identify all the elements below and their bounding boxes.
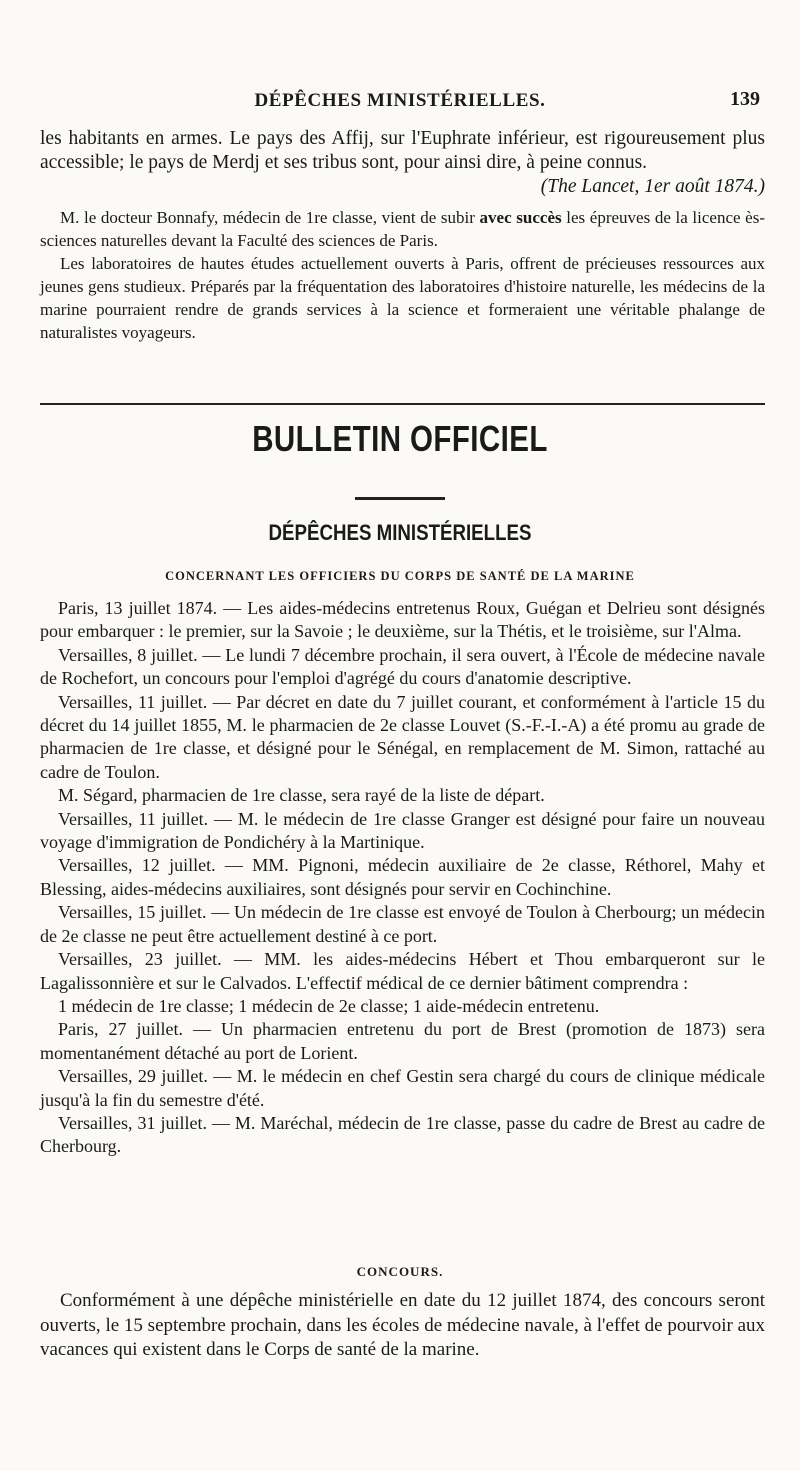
dispatch-entry: Versailles, 11 juillet. — Par décret en date du 7 juillet courant, et conformément à l'article 15 du décret du 14 juillet 1855, M. le pharmacien de 2e classe Louvet (S.-F.-I.-A) a été promu au grade de pharmacien de 1re classe, et désigné pour le Sénégal, en remplacement de M. Simon, rattaché au cadre de Toulon.	[40, 691, 765, 782]
notice-text-a: M. le docteur Bonnafy, médecin de 1re classe, vient de subir	[60, 208, 480, 227]
section-title: DÉPÊCHES MINISTÉRIELLES	[268, 520, 532, 545]
page-number: 139	[730, 88, 760, 110]
dispatch-entry: 1 médecin de 1re classe; 1 médecin de 2e classe; 1 aide-médecin entretenu.	[58, 995, 600, 1016]
dispatch-entry: Versailles, 8 juillet. — Le lundi 7 décembre prochain, il sera ouvert, à l'École de médecine navale de Rochefort, un concours pour l'emploi d'agrégé du cours d'anatomie descriptive.	[40, 644, 765, 689]
running-head: DÉPÊCHES MINISTÉRIELLES.	[254, 90, 546, 111]
notice-text-b: les épreuves de la licence ès-sciences naturelles devant la Faculté des sciences de Paris.	[40, 208, 766, 250]
intro-paragraph	[40, 127, 765, 199]
notice-bold: avec succès	[479, 208, 562, 227]
dispatch-entry: M. Ségard, pharmacien de 1re classe, sera rayé de la liste de départ.	[58, 785, 545, 806]
dispatch-entry: Paris, 13 juillet 1874. — Les aides-médecins entretenus Roux, Guégan et Delrieu sont désignés pour embarquer : le premier, sur la Savoie ; le deuxième, sur la Thétis, et le troisième, sur l'Alma.	[40, 598, 765, 642]
dispatch-entry: Versailles, 29 juillet. — M. le médecin en chef Gestin sera chargé du cours de clinique médicale jusqu'à la fin du semestre d'été.	[40, 1066, 765, 1110]
dispatch-entry: Versailles, 23 juillet. — MM. les aides-médecins Hébert et Thou embarqueront sur le Lagalissonnière et sur le Calvados. L'effectif médical de ce dernier bâtiment comprendra :	[40, 949, 765, 993]
notice-paragraph-1	[40, 206, 765, 252]
dispatch-entry: Versailles, 31 juillet. — M. Maréchal, médecin de 1re classe, passe du cadre de Brest au cadre de Cherbourg.	[40, 1112, 765, 1157]
notice-section	[40, 206, 765, 344]
notice-paragraph-2: Les laboratoires de hautes études actuellement ouverts à Paris, offrent de précieuses ressources aux jeunes gens studieux. Préparés par la fréquentation des laboratoires d'histoire naturelle, les médecins de la marine pourraient rendre de grands services à la science et formeraient une véritable phalange de naturalistes voyageurs.	[40, 254, 765, 342]
intro-text: les habitants en armes. Le pays des Affij, sur l'Euphrate inférieur, est rigoureusement plus accessible; le pays de Merdj et ses tribus sont, pour ainsi dire, à peine connus.	[40, 128, 765, 173]
dispatch-entry: Paris, 27 juillet. — Un pharmacien entretenu du port de Brest (promotion de 1873) sera momentanément détaché au port de Lorient.	[40, 1019, 765, 1063]
intro-citation: (The Lancet, 1er août 1874.)	[540, 176, 765, 197]
concours-paragraph: Conformément à une dépêche ministérielle en date du 12 juillet 1874, des concours seront ouverts, le 15 septembre prochain, dans les écoles de médecine navale, à l'effet de pourvoir aux vacances qui existent dans le Corps de santé de la marine.	[40, 1290, 765, 1360]
concours-heading: CONCOURS.	[356, 1264, 444, 1279]
bulletin-title: BULLETIN OFFICIEL	[252, 418, 548, 459]
dispatch-entry: Versailles, 15 juillet. — Un médecin de 1re classe est envoyé de Toulon à Cherbourg; un médecin de 2e classe ne peut être actuellement destiné à ce port.	[40, 902, 765, 946]
concours-section	[40, 1289, 765, 1363]
dispatch-entry: Versailles, 11 juillet. — M. le médecin de 1re classe Granger est désigné pour faire un nouveau voyage d'immigration de Pondichéry à la Martinique.	[40, 808, 765, 853]
dispatch-entry: Versailles, 12 juillet. — MM. Pignoni, médecin auxiliaire de 2e classe, Réthorel, Mahy et Blessing, aides-médecins auxiliaires, sont désignés pour servir en Cochinchine.	[40, 855, 765, 899]
dispatch-list	[40, 597, 765, 1159]
section-divider	[40, 403, 765, 405]
title-underline	[355, 497, 445, 500]
section-subtitle: CONCERNANT LES OFFICIERS DU CORPS DE SANTÉ DE LA MARINE	[165, 569, 635, 583]
